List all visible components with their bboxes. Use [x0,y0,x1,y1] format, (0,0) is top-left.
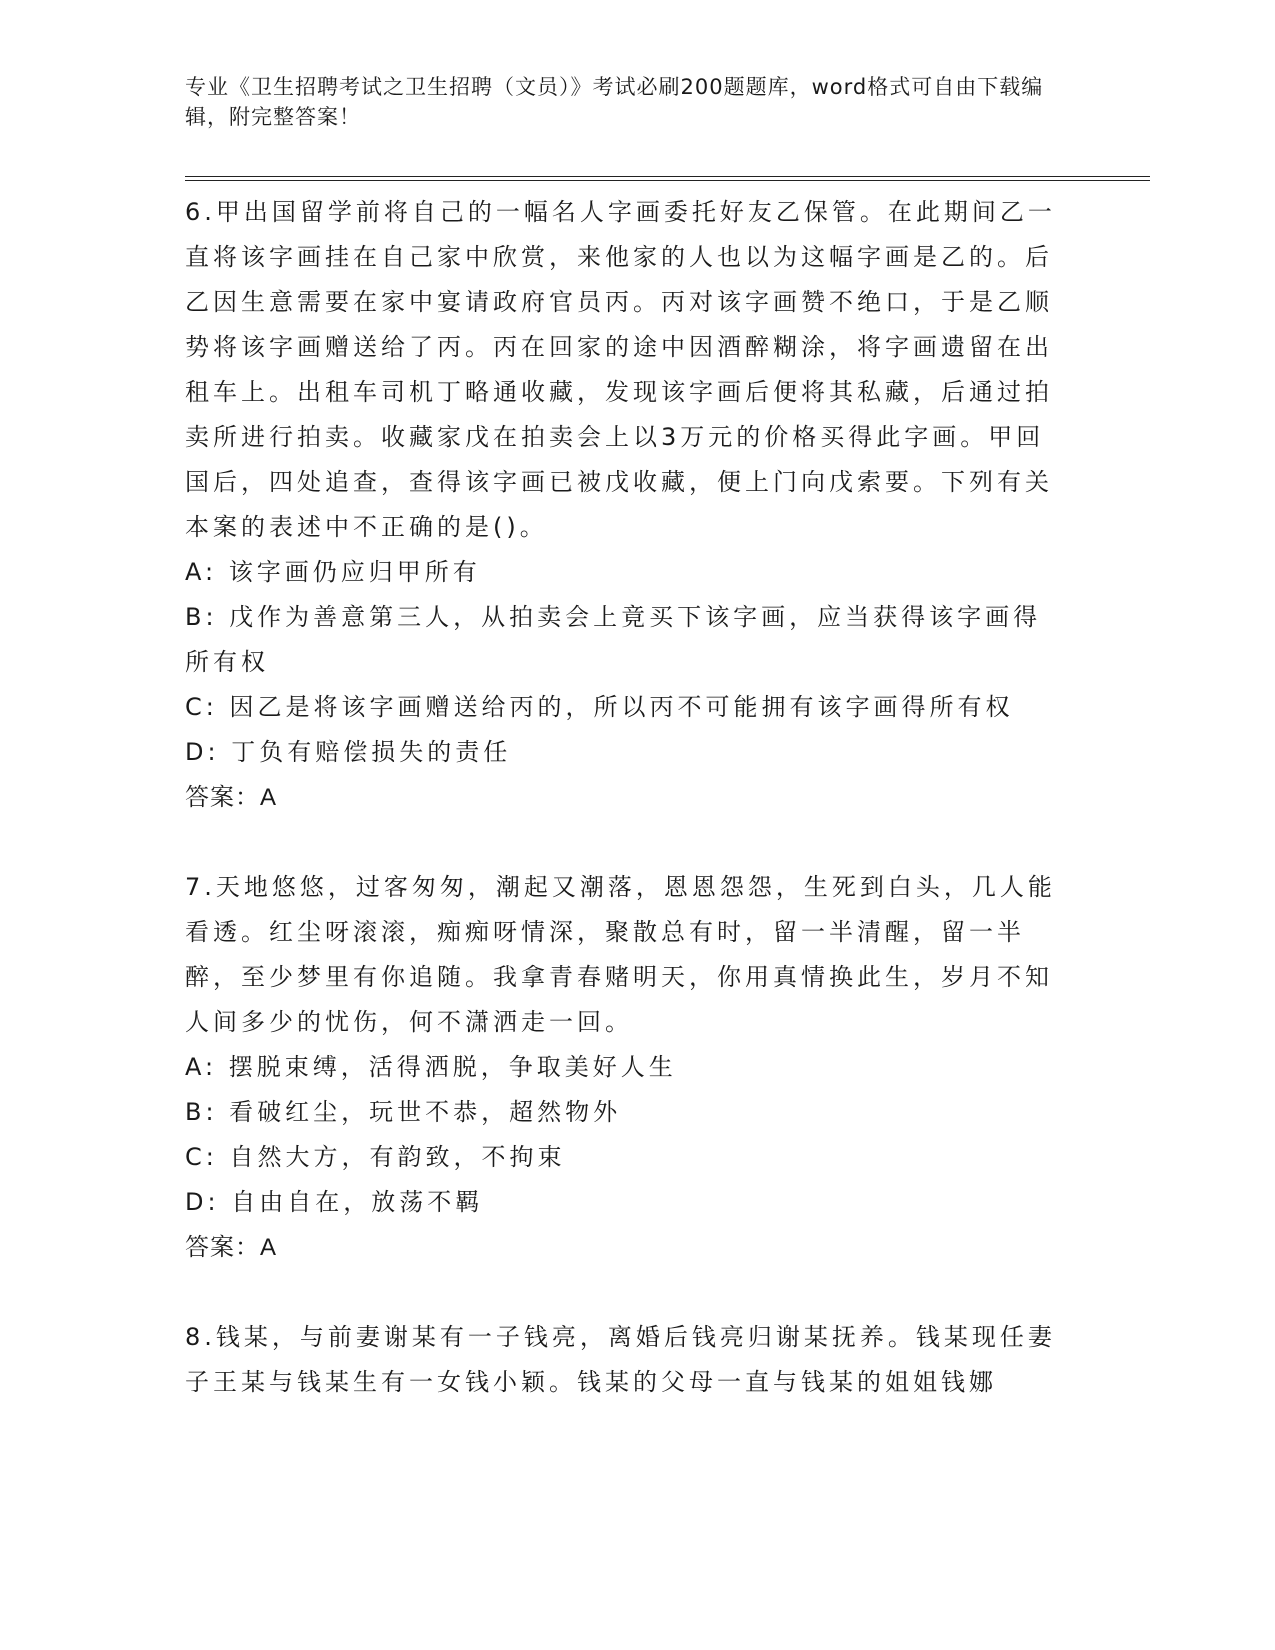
option-a: A: 该字画仍应归甲所有 [185,558,481,586]
option-a: A: 摆脱束缚，活得洒脱，争取美好人生 [185,1053,677,1081]
answer: 答案：A [185,1234,278,1261]
option-c: C: 因乙是将该字画赠送给丙的，所以丙不可能拥有该字画得所有权 [185,693,1014,721]
question-6 [185,190,1065,820]
option-d: D: 自由自在，放荡不羁 [185,1188,484,1216]
document-body [185,190,1065,1405]
question-stem: 7.天地悠悠，过客匆匆，潮起又潮落，恩恩怨怨，生死到白头，几人能看透。红尘呀滚滚，痴痴呀情深，聚散总有时，留一半清醒，留一半醉，至少梦里有你追随。我拿青春赌明天，你用真情换此生，岁月不知人间多少的忧伤，何不潇洒走一回。 [185,873,1056,1036]
option-d: D: 丁负有赔偿损失的责任 [185,738,512,766]
header-rule-top [185,176,1150,177]
page-header: 专业《卫生招聘考试之卫生招聘（文员）》考试必刷200题题库，word格式可自由下载编辑，附完整答案！ [185,75,1044,129]
option-b: B: 戊作为善意第三人，从拍卖会上竟买下该字画，应当获得该字画得所有权 [185,603,1042,676]
question-stem: 8.钱某，与前妻谢某有一子钱亮，离婚后钱亮归谢某抚养。钱某现任妻子王某与钱某生有一女钱小颖。钱某的父母一直与钱某的姐姐钱娜 [185,1323,1056,1396]
answer: 答案：A [185,784,278,811]
question-8 [185,1315,1065,1405]
question-gap [185,820,1065,865]
question-7 [185,865,1065,1270]
option-c: C: 自然大方，有韵致，不拘束 [185,1143,566,1171]
question-gap [185,1270,1065,1315]
option-b: B: 看破红尘，玩世不恭，超然物外 [185,1098,622,1126]
question-stem: 6.甲出国留学前将自己的一幅名人字画委托好友乙保管。在此期间乙一直将该字画挂在自己家中欣赏，来他家的人也以为这幅字画是乙的。后乙因生意需要在家中宴请政府官员丙。丙对该字画赞不绝口，于是乙顺势将该字画赠送给了丙。丙在回家的途中因酒醉糊涂，将字画遗留在出租车上。出租车司机丁略通收藏，发现该字画后便将其私藏，后通过拍卖所进行拍卖。收藏家戊在拍卖会上以3万元的价格买得此字画。甲回国后，四处追查，查得该字画已被戊收藏，便上门向戊索要。下列有关本案的表述中不正确的是()。 [185,198,1056,541]
header-rule-bottom [185,180,1150,181]
